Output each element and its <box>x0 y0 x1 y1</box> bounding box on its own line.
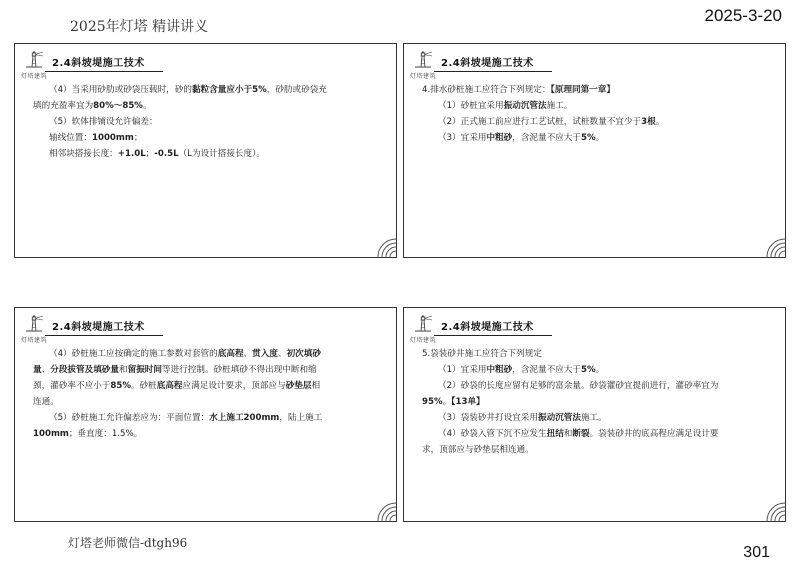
text-run: 相邻块搭接长度： <box>49 149 118 159</box>
content-line <box>33 98 384 114</box>
text-run: 、 <box>277 349 287 359</box>
emphasis-text: 85% <box>110 381 131 391</box>
content-line <box>33 362 384 378</box>
text-run: （2）正式施工前应进行工艺试桩，试桩数量不宜少于 <box>438 117 642 127</box>
text-run: 。砂桩 <box>130 381 157 391</box>
lighthouse-logo-icon <box>408 48 438 82</box>
text-run: 5.袋装砂井施工应符合下列规定 <box>422 349 542 359</box>
slide-title: 2.4斜坡堤施工技术 <box>441 322 534 333</box>
emphasis-text: 5% <box>581 133 596 143</box>
emphasis-text: 【13单】 <box>451 397 485 407</box>
content-line <box>422 130 773 146</box>
logo-text: 灯塔建筑 <box>409 73 436 80</box>
content-line <box>422 362 773 378</box>
text-run: ； <box>133 133 143 143</box>
text-run: 施工。 <box>546 101 573 111</box>
text-run: ，含泥量不应大于 <box>512 133 581 143</box>
text-run: ，陆上施工 <box>279 413 323 423</box>
text-run: 。 <box>595 365 605 375</box>
content-line <box>33 426 384 442</box>
text-run: 颈，灌砂率不应小于 <box>33 381 111 391</box>
emphasis-text: 断裂 <box>572 429 590 439</box>
text-run: （3）宜采用 <box>438 133 487 143</box>
text-run: （3）袋装砂井打设宜采用 <box>438 413 538 423</box>
content-line <box>422 442 773 458</box>
content-line <box>33 346 384 362</box>
content-line <box>422 82 773 98</box>
text-run: 连通。 <box>33 397 59 407</box>
slide-3 <box>14 307 397 522</box>
content-line <box>422 114 773 130</box>
emphasis-text: 底高程 <box>156 381 183 391</box>
text-run: 4.排水砂桩施工应符合下列规定： <box>422 85 551 95</box>
lighthouse-logo-icon <box>19 48 49 82</box>
slide-4 <box>403 307 786 522</box>
emphasis-text: 留振时间 <box>127 365 162 375</box>
text-run: 应满足设计要求，顶部应与 <box>182 381 286 391</box>
slide-title: 2.4斜坡堤施工技术 <box>52 322 145 333</box>
emphasis-text: 1000mm <box>91 133 134 143</box>
logo-text: 灯塔建筑 <box>409 337 436 344</box>
text-run: 等进行控制。砂桩填砂不得出现中断和缩 <box>161 365 317 375</box>
content-line <box>33 114 384 130</box>
emphasis-text: 【原理同第一章】 <box>550 85 615 95</box>
title-underline <box>45 335 163 336</box>
content-line <box>33 130 384 146</box>
title-underline <box>434 71 552 72</box>
text-run: 。 <box>655 117 665 127</box>
lighthouse-logo-icon <box>408 312 438 346</box>
corner-swirl-icon <box>374 499 396 521</box>
corner-swirl-icon <box>374 235 396 257</box>
emphasis-text: -0.5L <box>154 149 179 159</box>
content-line <box>422 346 773 362</box>
content-line <box>33 146 384 162</box>
page-number: 301 <box>743 544 770 561</box>
emphasis-text: 95% <box>422 397 443 407</box>
title-underline <box>45 71 163 72</box>
header-title: 2025年灯塔 精讲讲义 <box>70 19 209 35</box>
text-run: 轴线位置： <box>49 133 92 143</box>
text-run: （1）宜采用 <box>438 365 487 375</box>
slide-content <box>33 82 384 162</box>
content-line <box>422 426 773 442</box>
emphasis-text: 初次填砂 <box>286 349 321 359</box>
text-run: 、 <box>41 365 51 375</box>
emphasis-text: 水上施工200mm <box>209 413 280 423</box>
text-run: （4）砂桩施工应按确定的施工参数对套管的 <box>49 349 218 359</box>
text-run: 。袋装砂井的底高程应满足设计要 <box>589 429 719 439</box>
text-run: 和 <box>563 429 573 439</box>
text-run: ，含泥量不应大于 <box>512 365 581 375</box>
emphasis-text: +1.0L <box>117 149 146 159</box>
text-run: （2）砂袋的长度应留有足够的富余量。砂袋灌砂宜提前进行，灌砂率宜为 <box>438 381 719 391</box>
emphasis-text: 砂垫层 <box>285 381 312 391</box>
content-line <box>422 98 773 114</box>
text-run: （4）当采用砂肋或砂袋压载时，砂的 <box>49 85 192 95</box>
text-run: 和 <box>118 365 128 375</box>
content-line <box>33 394 384 410</box>
header-date: 2025-3-20 <box>704 6 782 25</box>
emphasis-text: 扭结 <box>546 429 564 439</box>
emphasis-text: 5% <box>581 365 596 375</box>
text-run: 。 <box>442 397 452 407</box>
text-run: （1）砂桩宜采用 <box>438 101 504 111</box>
emphasis-text: 量 <box>33 365 42 375</box>
corner-swirl-icon <box>763 499 785 521</box>
emphasis-text: 80%～85% <box>93 101 143 111</box>
slide-content <box>422 346 773 458</box>
text-run: ；垂直度：1.5%。 <box>68 429 143 439</box>
emphasis-text: 振动沉管法 <box>538 413 581 423</box>
slide-content <box>422 82 773 146</box>
emphasis-text: 分段拔管及填砂量 <box>50 365 119 375</box>
slide-content <box>33 346 384 442</box>
slide-title: 2.4斜坡堤施工技术 <box>52 58 145 69</box>
content-line <box>422 394 773 410</box>
emphasis-text: 贯入度 <box>252 349 278 359</box>
content-line <box>422 410 773 426</box>
emphasis-text: 振动沉管法 <box>503 101 547 111</box>
slide-1 <box>14 43 397 258</box>
slide-2 <box>403 43 786 258</box>
content-line <box>33 378 384 394</box>
text-run: （L为设计搭接长度）。 <box>178 149 265 159</box>
logo-text: 灯塔建筑 <box>20 73 47 80</box>
emphasis-text: 中粗砂 <box>486 365 513 375</box>
text-run: （4）砂袋入管下沉不应发生 <box>438 429 547 439</box>
text-run: 填的充盈率宜为 <box>33 101 94 111</box>
emphasis-text: 中粗砂 <box>486 133 513 143</box>
content-line <box>33 82 384 98</box>
corner-swirl-icon <box>763 235 785 257</box>
logo-text: 灯塔建筑 <box>20 337 47 344</box>
emphasis-text: 黏粒含量应小于5% <box>191 85 267 95</box>
footer-wechat: 灯塔老师微信-dtgh96 <box>68 536 188 550</box>
text-run: （5）砂桩施工允许偏差应为：平面位置： <box>49 413 210 423</box>
text-run: 。 <box>595 133 605 143</box>
text-run: 。 <box>142 101 152 111</box>
text-run: ，砂肋或砂袋充 <box>266 85 327 95</box>
text-run: 、 <box>243 349 253 359</box>
content-line <box>422 378 773 394</box>
emphasis-text: 底高程 <box>217 349 244 359</box>
slide-title: 2.4斜坡堤施工技术 <box>441 58 534 69</box>
title-underline <box>434 335 552 336</box>
text-run: ； <box>145 149 155 159</box>
text-run: （5）软体排铺设允许偏差： <box>49 117 158 127</box>
text-run: 求，顶部应与砂垫层相连通。 <box>422 445 534 455</box>
content-line <box>33 410 384 426</box>
emphasis-text: 100mm <box>33 429 69 439</box>
text-run: 相 <box>311 381 321 391</box>
lighthouse-logo-icon <box>19 312 49 346</box>
emphasis-text: 3根 <box>641 117 656 127</box>
text-run: 施工。 <box>580 413 607 423</box>
